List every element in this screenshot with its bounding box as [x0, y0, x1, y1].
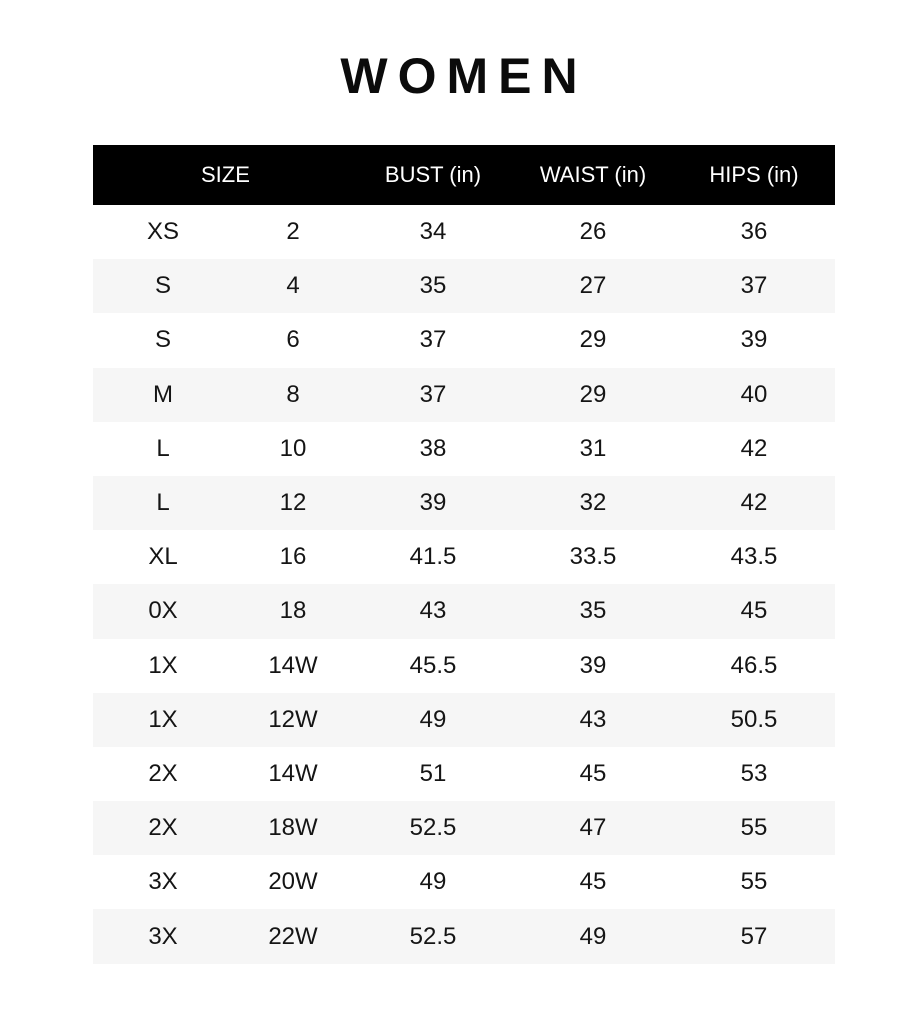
- table-body: [93, 205, 835, 964]
- cell-numeric-size: 16: [279, 543, 307, 571]
- table-row: [93, 313, 835, 367]
- cell-numeric-size: 14W: [268, 651, 318, 679]
- cell-bust: 43: [419, 597, 447, 625]
- cell-hips: 37: [740, 272, 768, 300]
- cell-hips: 36: [740, 218, 768, 246]
- cell-bust: 35: [419, 272, 447, 300]
- cell-letter-size: XL: [148, 543, 178, 571]
- cell-letter-size: M: [153, 380, 173, 408]
- cell-waist: 29: [579, 380, 607, 408]
- cell-numeric-size: 22W: [268, 922, 318, 950]
- cell-bust: 41.5: [409, 543, 457, 571]
- cell-hips: 55: [740, 868, 768, 896]
- header-waist: WAIST (in): [539, 162, 647, 187]
- cell-bust: 52.5: [409, 922, 457, 950]
- cell-bust: 45.5: [409, 651, 457, 679]
- cell-numeric-size: 18: [279, 597, 307, 625]
- cell-numeric-size: 4: [286, 272, 300, 300]
- cell-numeric-size: 6: [286, 326, 300, 354]
- cell-hips: 39: [740, 326, 768, 354]
- cell-numeric-size: 12W: [268, 705, 318, 733]
- cell-waist: 32: [579, 489, 607, 517]
- cell-waist: 31: [579, 434, 607, 462]
- cell-letter-size: 0X: [148, 597, 178, 625]
- cell-hips: 50.5: [730, 705, 778, 733]
- cell-numeric-size: 12: [279, 489, 307, 517]
- cell-waist: 33.5: [569, 543, 617, 571]
- cell-hips: 45: [740, 597, 768, 625]
- table-row: [93, 801, 835, 855]
- cell-waist: 49: [579, 922, 607, 950]
- cell-letter-size: S: [154, 272, 171, 300]
- cell-letter-size: L: [156, 489, 170, 517]
- cell-numeric-size: 14W: [268, 759, 318, 787]
- table-row: [93, 530, 835, 584]
- cell-hips: 42: [740, 489, 768, 517]
- cell-letter-size: 3X: [148, 922, 178, 950]
- table-row: [93, 422, 835, 476]
- cell-bust: 39: [419, 489, 447, 517]
- header-hips: HIPS (in): [709, 162, 799, 187]
- cell-bust: 52.5: [409, 814, 457, 842]
- table-row: [93, 693, 835, 747]
- cell-letter-size: 2X: [148, 814, 178, 842]
- table-row: [93, 855, 835, 909]
- header-bust: BUST (in): [384, 162, 482, 187]
- table-header: [93, 145, 835, 205]
- cell-bust: 38: [419, 434, 447, 462]
- cell-hips: 42: [740, 434, 768, 462]
- header-row: [93, 145, 835, 205]
- cell-numeric-size: 18W: [268, 814, 318, 842]
- table-row: [93, 584, 835, 638]
- cell-waist: 29: [579, 326, 607, 354]
- cell-waist: 43: [579, 705, 607, 733]
- cell-hips: 43.5: [730, 543, 778, 571]
- cell-waist: 45: [579, 868, 607, 896]
- cell-numeric-size: 20W: [268, 868, 318, 896]
- cell-waist: 35: [579, 597, 607, 625]
- cell-letter-size: 1X: [148, 651, 178, 679]
- cell-letter-size: 2X: [148, 759, 178, 787]
- cell-bust: 49: [419, 705, 447, 733]
- cell-hips: 53: [740, 759, 768, 787]
- cell-hips: 46.5: [730, 651, 778, 679]
- table-row: [93, 909, 835, 963]
- size-chart-table: [93, 145, 835, 964]
- table-row: [93, 476, 835, 530]
- table-row: [93, 747, 835, 801]
- cell-waist: 39: [579, 651, 607, 679]
- cell-letter-size: S: [154, 326, 171, 354]
- cell-waist: 47: [579, 814, 607, 842]
- cell-letter-size: L: [156, 434, 170, 462]
- table-row: [93, 259, 835, 313]
- cell-numeric-size: 8: [286, 380, 300, 408]
- cell-numeric-size: 10: [279, 434, 307, 462]
- cell-bust: 37: [419, 380, 447, 408]
- cell-hips: 40: [740, 380, 768, 408]
- table-row: [93, 639, 835, 693]
- table-row: [93, 205, 835, 259]
- cell-waist: 27: [579, 272, 607, 300]
- cell-letter-size: 3X: [148, 868, 178, 896]
- cell-letter-size: XS: [146, 218, 179, 246]
- cell-bust: 37: [419, 326, 447, 354]
- cell-bust: 34: [419, 218, 447, 246]
- cell-waist: 26: [579, 218, 607, 246]
- table-row: [93, 368, 835, 422]
- cell-waist: 45: [579, 759, 607, 787]
- cell-numeric-size: 2: [286, 218, 300, 246]
- cell-hips: 57: [740, 922, 768, 950]
- header-size: SIZE: [201, 162, 250, 187]
- cell-hips: 55: [740, 814, 768, 842]
- cell-bust: 51: [419, 759, 447, 787]
- page-title: WOMEN: [340, 48, 588, 104]
- cell-bust: 49: [419, 868, 447, 896]
- cell-letter-size: 1X: [148, 705, 178, 733]
